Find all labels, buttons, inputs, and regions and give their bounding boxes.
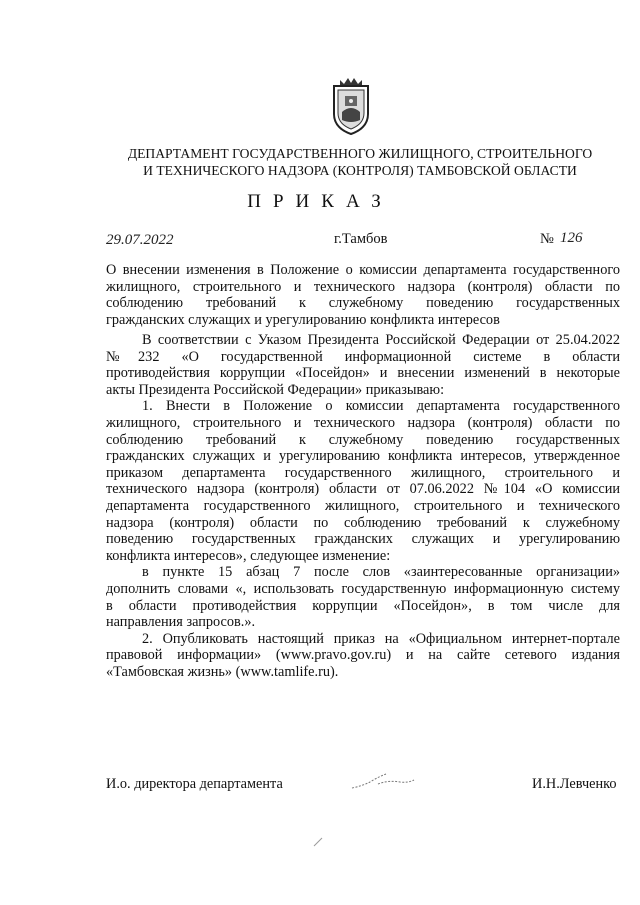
body-line: жилищного, строительного и технического надзора (контроля) области по [106,414,620,431]
department-line-2: И ТЕХНИЧЕСКОГО НАДЗОРА (КОНТРОЛЯ) ТАМБОВСКОЙ ОБЛАСТИ [143,163,577,178]
document-type-title: ПРИКАЗ [247,191,393,212]
body-line: В соответствии с Указом Президента Российской Федерации от 25.04.2022 [142,332,620,348]
body-line: в области противодействия коррупции «Посейдон», в том числе для [106,597,620,614]
body-line: поведению государственных гражданских служащих и урегулированию [106,531,620,548]
stray-mark [312,834,326,848]
body-line: направления запросов.». [106,614,256,631]
body-line: приказом департамента государственного жилищного, строительного и [106,464,620,481]
order-body [106,332,620,680]
signatory-role: И.о. директора департамента [106,776,283,792]
subject-line: гражданских служащих и урегулированию конфликта интересов [106,311,500,328]
body-line: правовой информации» (www.pravo.gov.ru) и на сайте сетевого издания [106,647,620,664]
number-label: № [540,231,554,247]
body-line: 1. Внести в Положение о комиссии департамента государственного [142,398,620,415]
body-line: 2. Опубликовать настоящий приказ на «Официальном интернет-портале [142,630,620,647]
body-line: дополнить словами «, использовать государственную информационную систему [106,580,620,597]
body-line: в пункте 15 абзац 7 после слов «заинтересованные организации» [142,564,620,581]
coat-of-arms-emblem [326,74,376,136]
subject-line: соблюдению требований к служебному поведению государственных [106,295,620,311]
department-header [100,145,620,179]
body-line: конфликта интересов», следующее изменение: [106,547,391,564]
handwritten-number: 126 [560,230,583,246]
department-line-1: ДЕПАРТАМЕНТ ГОСУДАРСТВЕННОГО ЖИЛИЩНОГО, СТРОИТЕЛЬНОГО [127,146,593,161]
body-line: департамента государственного жилищного, строительного и технического [106,497,620,514]
subject-line: О внесении изменения в Положение о комиссии департамента государственного [106,262,620,278]
body-line: гражданских служащих и урегулированию конфликта интересов, утвержденное [106,448,620,465]
body-line: противодействия коррупции «Посейдон» и внесении изменений в некоторые [106,365,620,382]
body-line: акты Президента Российской Федерации» приказываю: [106,381,445,398]
city-label: г.Тамбов [334,231,388,247]
body-line: надзора (контроля) области по соблюдению требований к служебному [106,514,620,531]
body-line: соблюдению требований к служебному поведению государственных [106,431,620,448]
order-subject [106,262,620,328]
signatory-name: И.Н.Левченко [532,776,617,792]
subject-line: жилищного, строительного и технического надзора (контроля) области по [106,278,620,295]
handwritten-signature [348,768,418,794]
body-line: №232 «О государственной информационной системе в области [106,348,620,365]
handwritten-date: 29.07.2022 [106,232,174,248]
body-line: «Тамбовская жизнь» (www.tamlife.ru). [106,663,339,680]
body-line: технического надзора (контроля) области от 07.06.2022 №104 «О комиссии [106,481,620,498]
